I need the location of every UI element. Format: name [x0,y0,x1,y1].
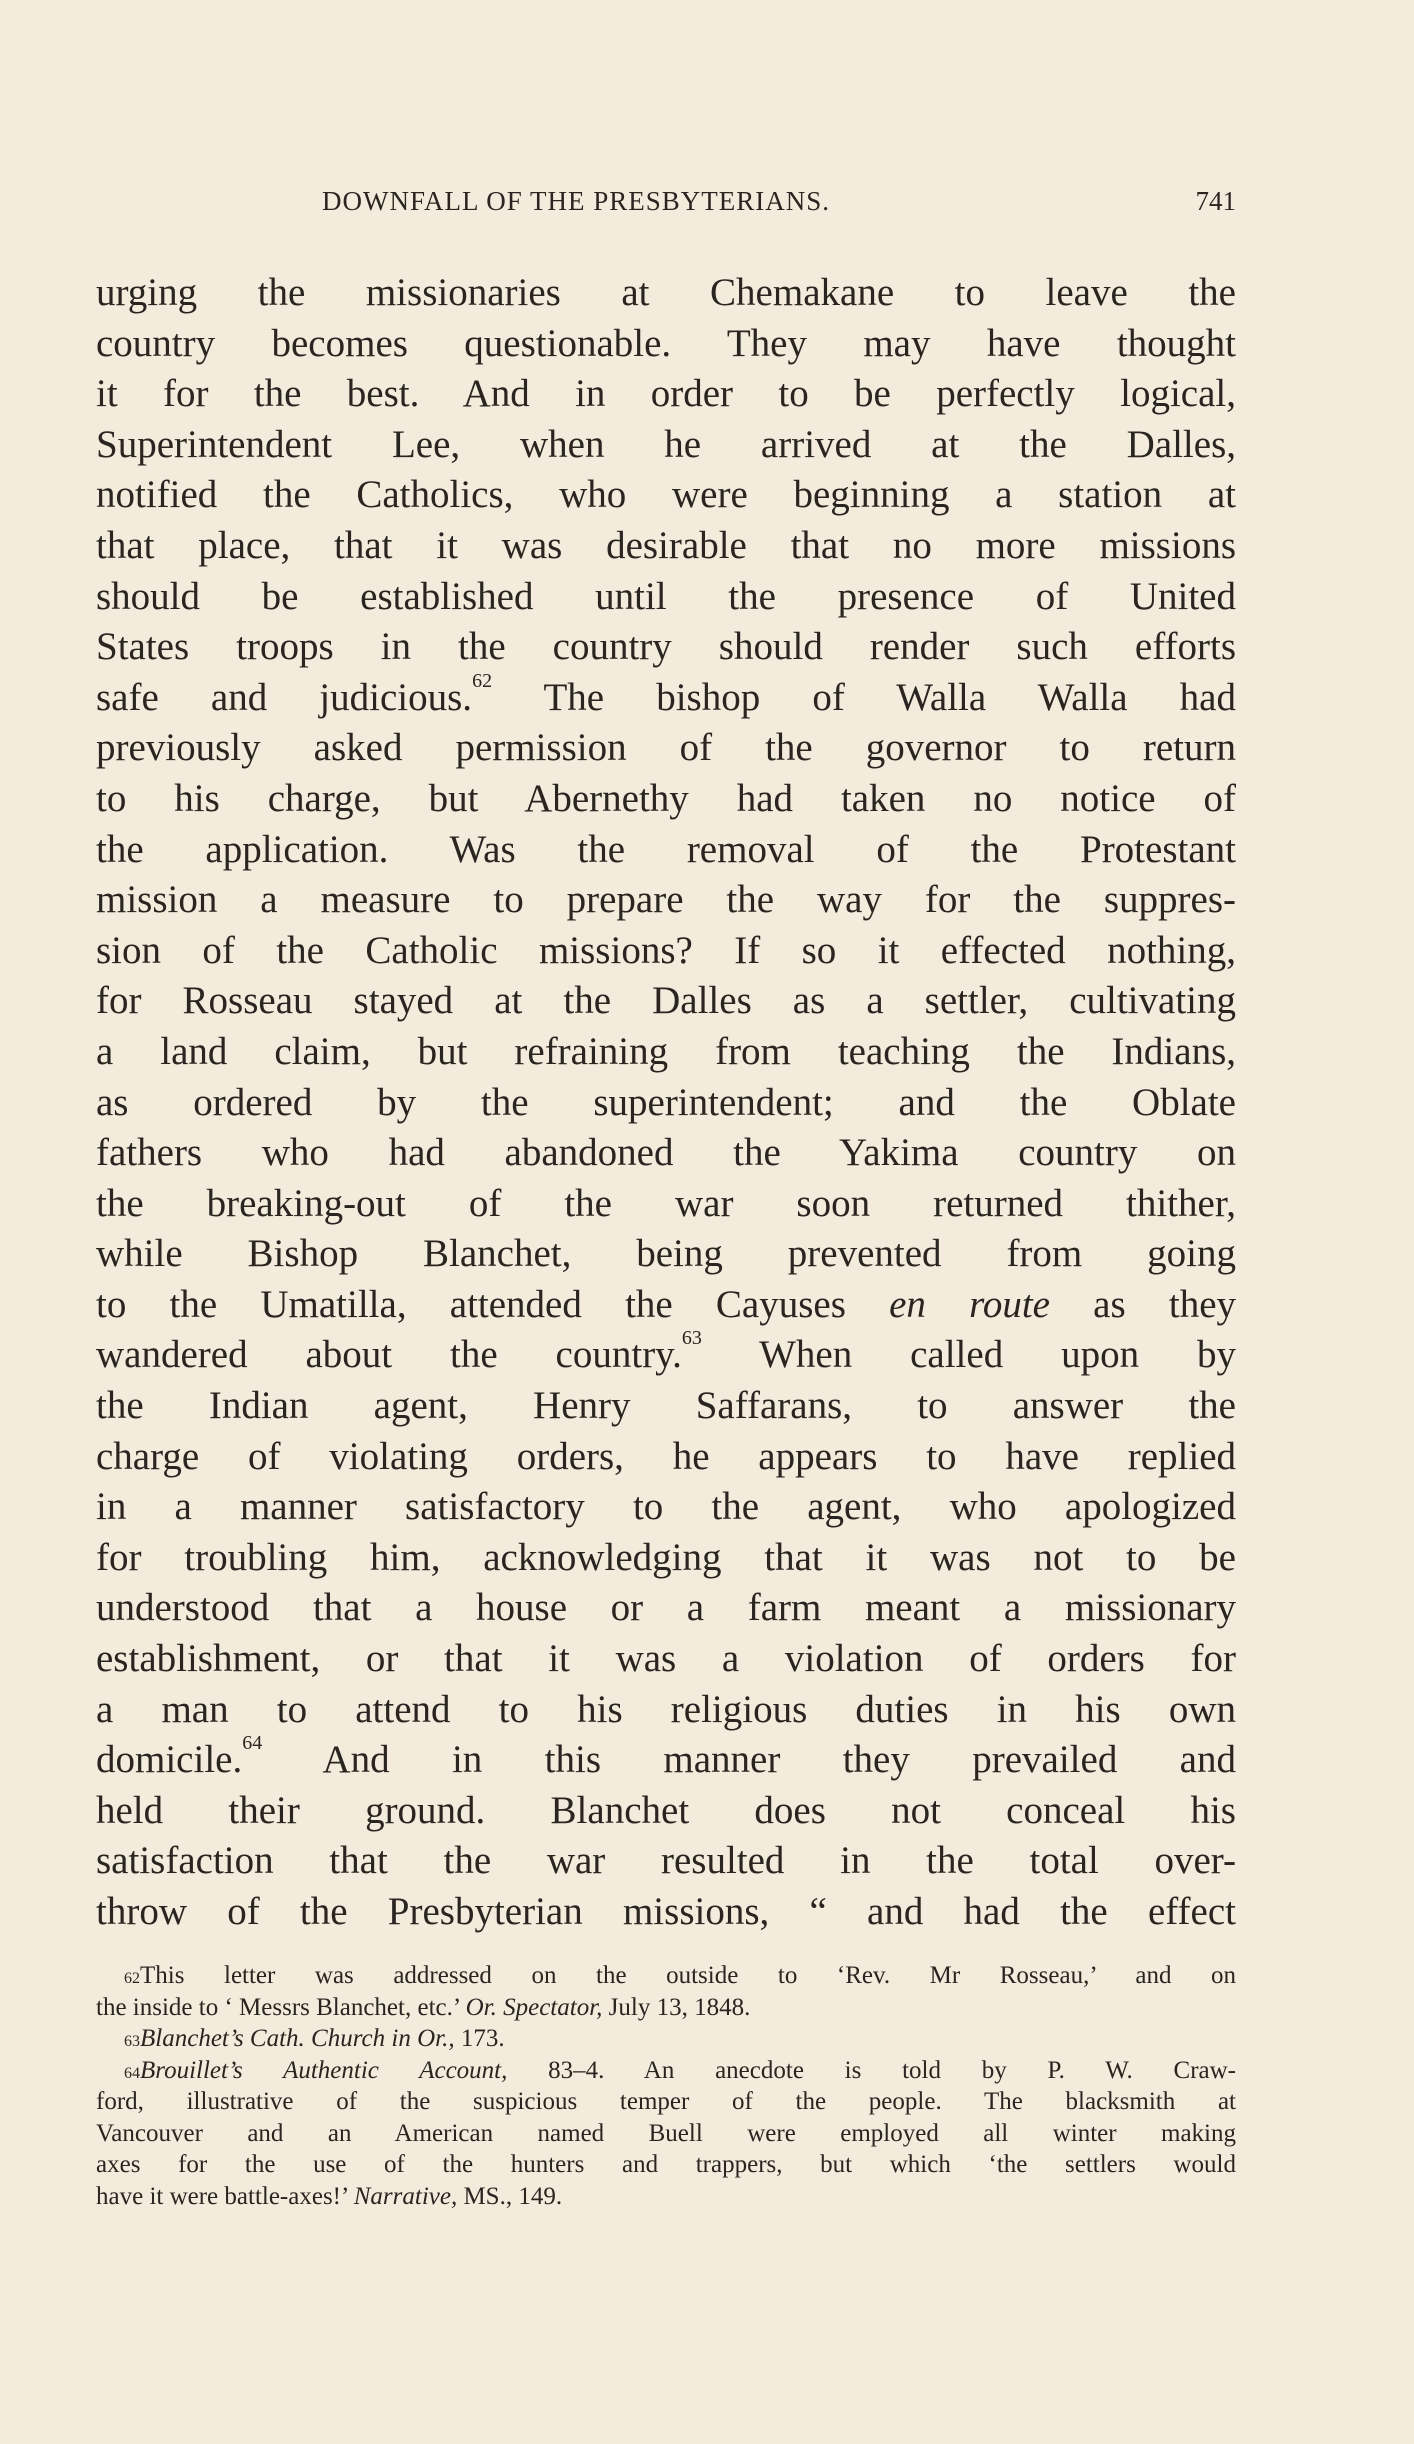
footnote-62-source: Or. Spectator, [465,1993,603,2021]
text-segment: wandered about the country. [96,1333,682,1377]
footnote-64-number: 64 [124,2064,140,2082]
text-segment: as they [1049,1282,1237,1326]
footnote-64-text-5c: MS., 149. [457,2182,563,2210]
text-line: held their ground. Blanchet does not conceal his [96,1788,1236,1832]
text-line: the Indian agent, Henry Saffarans, to answer the [96,1384,1236,1428]
footnote-62-line-2 [96,1992,1236,2024]
footnote-64-source: Brouillet’s Authentic Account, [140,2056,508,2084]
footnote-64-line-4: axes for the use of the hunters and trappers, but which ‘the settlers would [96,2151,1236,2178]
footnote-ref: 63 [681,1327,702,1350]
footnote-63-source: Blanchet’s Cath. Church in Or., [140,2025,455,2052]
text-segment: The bishop of Walla Walla had [492,675,1236,719]
text-line: fathers who had abandoned the Yakima country on [96,1131,1236,1175]
text-segment: to the Umatilla, attended the Cayuses [96,1282,890,1326]
text-line: for Rosseau stayed at the Dalles as a settler, cultivating [96,979,1236,1023]
text-line: establishment, or that it was a violation of orders for [96,1637,1236,1681]
text-line: the breaking-out of the war soon returned thither, [96,1181,1236,1225]
text-segment: domicile. [96,1738,243,1782]
text-line: Superintendent Lee, when he arrived at the Dalles, [96,422,1236,466]
page-number: 741 [1195,186,1236,216]
footnote-64-line-2: ford, illustrative of the suspicious temper of the people. The blacksmith at [96,2088,1236,2115]
text-line: previously asked permission of the governor to return [96,726,1236,770]
text-segment: safe and judicious. [96,675,473,719]
text-line: the application. Was the removal of the Protestant [96,827,1236,871]
text-line: that place, that it was desirable that no more missions [96,523,1236,567]
text-line [96,669,1236,724]
text-line: in a manner satisfactory to the agent, who apologized [96,1485,1236,1529]
text-line: for troubling him, acknowledging that it was not to be [96,1535,1236,1579]
text-line: urging the missionaries at Chemakane to leave the [96,271,1236,314]
footnote-62-text-2a: the inside to ‘ Messrs Blanchet, etc.’ [96,1993,466,2021]
text-line: mission a measure to prepare the way for the suppres- [96,878,1236,922]
footnote-64-narrative: Narrative, [353,2182,458,2210]
text-segment: And in this manner they prevailed and [262,1738,1236,1782]
footnote-63 [96,2023,1236,2055]
text-line: as ordered by the superintendent; and the Oblate [96,1080,1236,1124]
text-line [96,1327,1236,1381]
footnote-ref: 64 [242,1732,263,1755]
text-line: country becomes questionable. They may have thought [96,321,1236,365]
text-line: notified the Catholics, who were beginning a station at [96,473,1236,517]
text-line: sion of the Catholic missions? If so it effected nothing, [96,928,1236,972]
header-title: DOWNFALL OF THE PRESBYTERIANS. [322,186,831,216]
text-segment: When called upon by [701,1333,1236,1377]
footnote-ref: 62 [472,669,493,692]
footnote-64-text-1: 83–4. An anecdote is told by P. W. Craw- [507,2056,1237,2084]
text-line: to his charge, but Abernethy had taken no notice of [96,776,1236,820]
footnote-63-number: 63 [124,2033,140,2050]
text-line [96,1732,1236,1786]
text-line [96,1280,1236,1331]
footnote-62-line-1 [96,1960,1236,1992]
text-line: a man to attend to his religious duties in his own [96,1687,1236,1731]
italic-text: en route [889,1282,1050,1326]
footnote-62-text-1: This letter was addressed on the outside to ‘Rev. Mr Rosseau,’ and on [140,1962,1236,1989]
text-line: States troops in the country should render such efforts [96,625,1236,669]
footnote-63-text: 173. [454,2025,505,2052]
text-line: charge of violating orders, he appears to have replied [96,1434,1236,1478]
text-line: understood that a house or a farm meant a missionary [96,1586,1236,1630]
footnote-64-line-5 [96,2181,1236,2213]
footnote-62-number: 62 [124,1970,140,1987]
footnote-64-text-5a: have it were battle-axes!’ [96,2182,354,2210]
footnote-64-line-3: Vancouver and an American named Buell were employed all winter making [96,2119,1236,2147]
footnote-62-text-2c: July 13, 1848. [602,1993,751,2021]
footnote-64-line-1 [96,2055,1236,2087]
text-line: throw of the Presbyterian missions, “ and had the effect [96,1890,1236,1933]
text-line: satisfaction that the war resulted in the total over- [96,1839,1236,1883]
main-text [96,268,1236,1938]
text-line: should be established until the presence of United [96,574,1236,618]
text-line: a land claim, but refraining from teaching the Indians, [96,1029,1236,1073]
running-header [96,186,1236,226]
footnotes [96,1960,1236,2212]
text-line: while Bishop Blanchet, being prevented from going [96,1232,1236,1276]
text-line: it for the best. And in order to be perfectly logical, [96,372,1236,416]
